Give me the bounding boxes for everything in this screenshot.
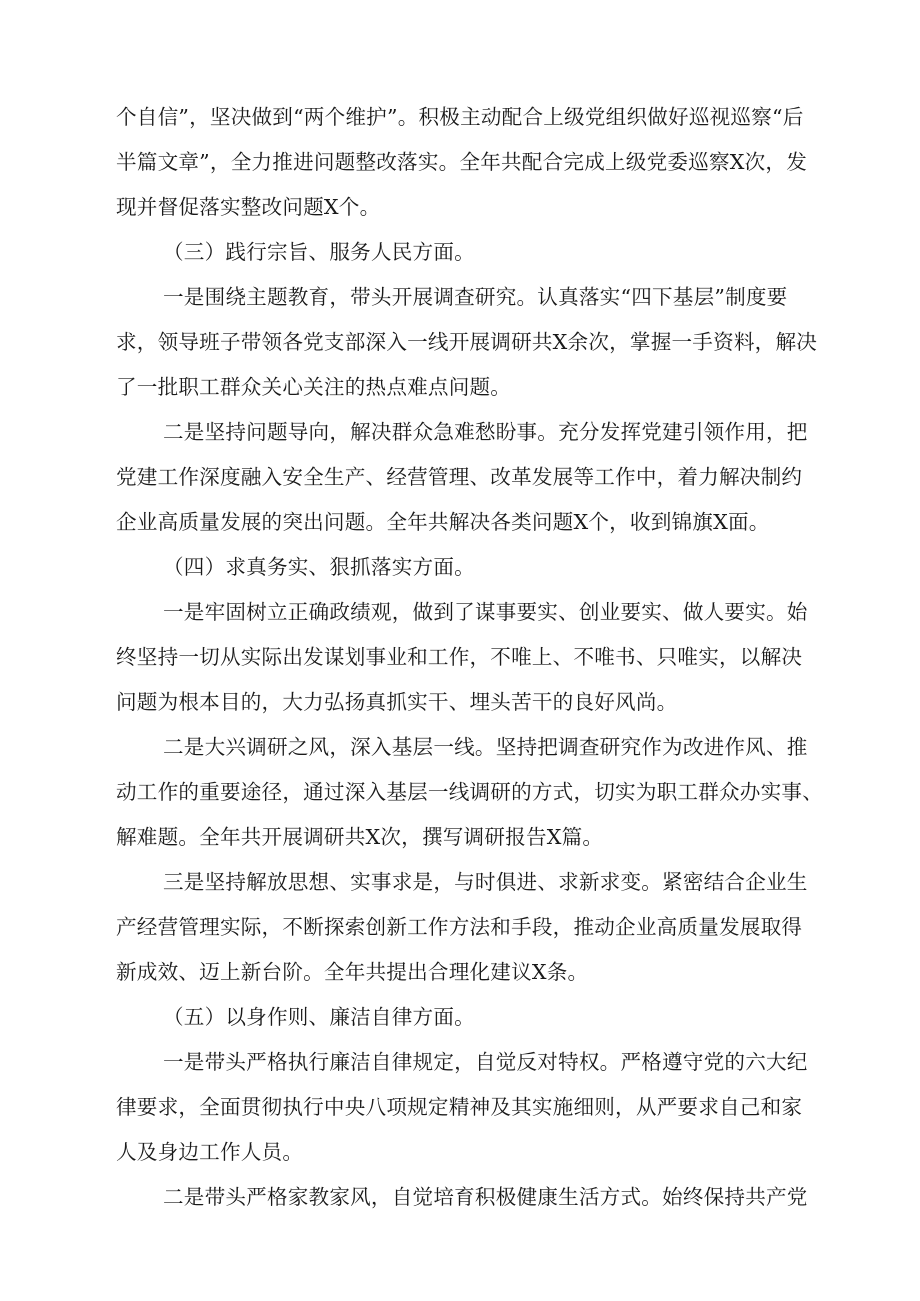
text-line: 企业高质量发展的突出问题。全年共解决各类问题X个，收到锦旗X面。 — [116, 510, 770, 534]
text-line: 一是围绕主题教育，带头开展调查研究。认真落实“四下基层”制度要 — [163, 285, 788, 309]
section-heading-5: （五）以身作则、廉洁自律方面。 — [163, 1005, 475, 1029]
text-line: 产经营管理实际，不断探索创新工作方法和手段，推动企业高质量发展取得 — [116, 915, 803, 939]
text-line: 二是坚持问题导向，解决群众急难愁盼事。充分发挥党建引领作用，把 — [163, 420, 808, 444]
text-line: 半篇文章”，全力推进问题整改落实。全年共配合完成上级党委巡察X次，发 — [116, 150, 807, 174]
text-line: 一是带头严格执行廉洁自律规定，自觉反对特权。严格遵守党的六大纪 — [163, 1050, 808, 1074]
text-line: 新成效、迈上新台阶。全年共提出合理化建议X条。 — [116, 960, 589, 984]
text-line: 了一批职工群众关心关注的热点难点问题。 — [116, 375, 512, 399]
text-line: 终坚持一切从实际出发谋划事业和工作，不唯上、不唯书、只唯实，以解决 — [116, 645, 803, 669]
section-heading-4: （四）求真务实、狠抓落实方面。 — [163, 555, 475, 579]
text-line: 党建工作深度融入安全生产、经营管理、改革发展等工作中，着力解决制约 — [116, 465, 803, 489]
text-line: 二是带头严格家教家风，自觉培育积极健康生活方式。始终保持共产党 — [163, 1185, 808, 1209]
text-line: 律要求，全面贯彻执行中央八项规定精神及其实施细则，从严要求自己和家 — [116, 1095, 803, 1119]
text-line: 解难题。全年共开展调研共X次，撰写调研报告X篇。 — [116, 825, 604, 849]
text-line: 求，领导班子带领各党支部深入一线开展调研共X余次，掌握一手资料，解决 — [116, 330, 818, 354]
section-heading-3: （三）践行宗旨、服务人民方面。 — [163, 240, 475, 264]
text-line: 个自信”，坚决做到“两个维护”。积极主动配合上级党组织做好巡视巡察“后 — [116, 105, 804, 129]
text-line: 二是大兴调研之风，深入基层一线。坚持把调查研究作为改进作风、推 — [163, 735, 808, 759]
text-line: 现并督促落实整改问题X个。 — [116, 195, 381, 219]
text-line: 问题为根本目的，大力弘扬真抓实干、埋头苦干的良好风尚。 — [116, 690, 678, 714]
text-line: 三是坚持解放思想、实事求是，与时俱进、求新求变。紧密结合企业生 — [163, 870, 808, 894]
text-line: 人及身边工作人员。 — [116, 1140, 304, 1164]
text-line: 一是牢固树立正确政绩观，做到了谋事要实、创业要实、做人要实。始 — [163, 600, 808, 624]
text-line: 动工作的重要途径，通过深入基层一线调研的方式，切实为职工群众办实事、 — [116, 780, 823, 804]
